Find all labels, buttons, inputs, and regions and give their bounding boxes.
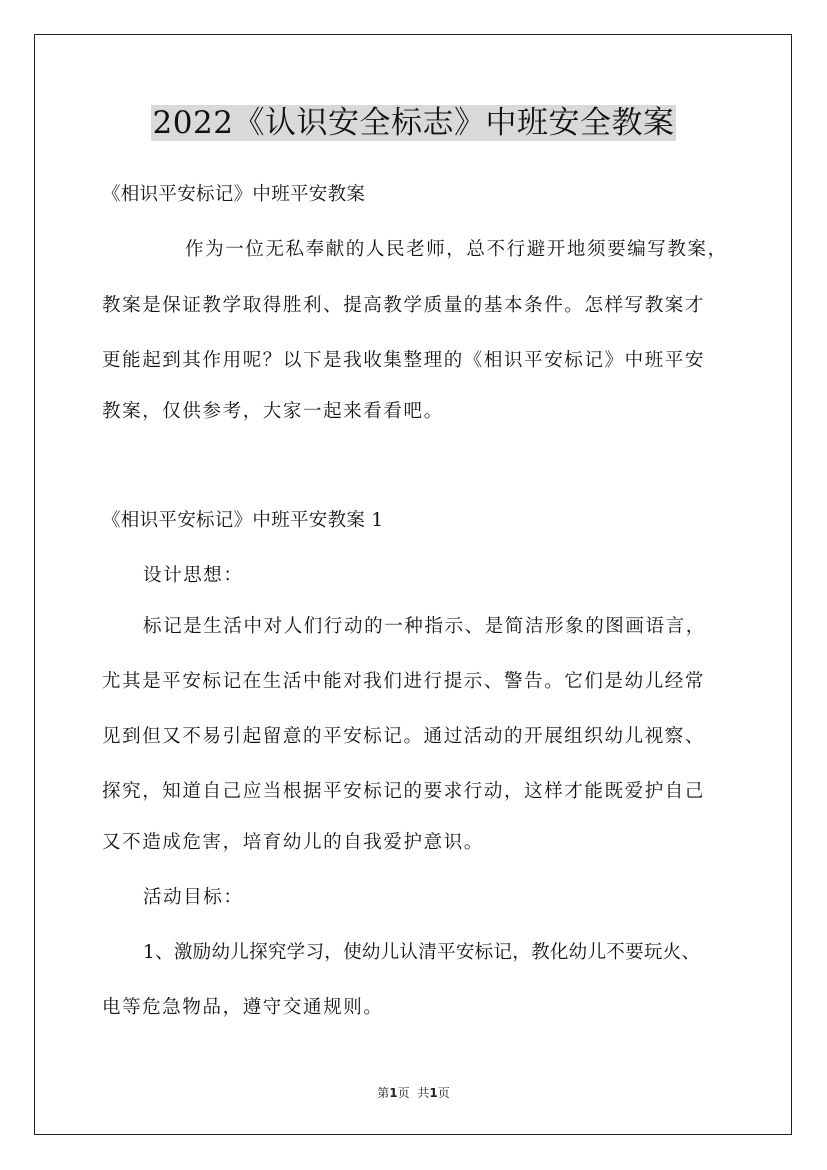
page-footer: 第1页 共1页	[377, 1086, 450, 1100]
intro-line-1: 作为一位无私奉献的人民老师，总不行避开地须要编写教案，	[185, 239, 728, 260]
goal-line-2: 电等危急物品，遵守交通规则。	[102, 997, 384, 1018]
design-line-3: 见到但又不易引起留意的平安标记。通过活动的开展组织幼儿视察、	[102, 726, 706, 747]
design-line-4: 探究，知道自己应当根据平安标记的要求行动，这样才能既爱护自己	[102, 781, 706, 802]
intro-line-4: 教案，仅供参考，大家一起来看看吧。	[102, 401, 444, 422]
goal-line-1: 1、激励幼儿探究学习，使幼儿认清平安标记，教化幼儿不要玩火、	[143, 942, 701, 963]
design-heading: 设计思想：	[143, 565, 244, 586]
subheading-1: 《相识平安标记》中班平安教案	[102, 184, 366, 205]
design-line-5: 又不造成危害，培育幼儿的自我爱护意识。	[102, 832, 484, 853]
intro-line-2: 教案是保证教学取得胜利、提高教学质量的基本条件。怎样写教案才	[102, 295, 706, 316]
subheading-2: 《相识平安标记》中班平安教案 1	[102, 510, 384, 531]
design-line-1: 标记是生活中对人们行动的一种指示、是简洁形象的图画语言，	[143, 616, 706, 637]
document-title: 2022《认识安全标志》中班安全教案	[152, 105, 675, 141]
goal-heading: 活动目标：	[143, 887, 244, 908]
intro-line-3: 更能起到其作用呢？以下是我收集整理的《相识平安标记》中班平安	[102, 350, 706, 371]
design-line-2: 尤其是平安标记在生活中能对我们进行提示、警告。它们是幼儿经常	[102, 671, 706, 692]
